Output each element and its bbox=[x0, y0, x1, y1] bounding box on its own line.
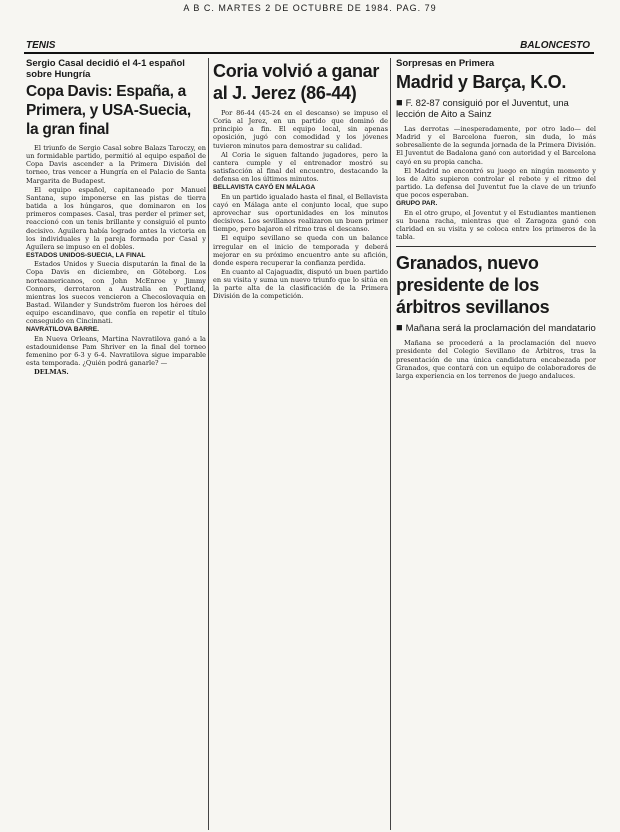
body-baloncesto bbox=[396, 125, 596, 241]
body-granados bbox=[396, 339, 596, 380]
headline-copa-davis: Copa Davis: España, a Primera, y USA-Suecia, la gran final bbox=[26, 83, 191, 138]
signature: DELMAS. bbox=[34, 368, 69, 377]
paragraph: En el otro grupo, el Joventut y el Estudiantes mantienen su buena racha, mientras que el Zaragoza ganó con claridad en su visita y se coloca entre los primeros de la tabla. bbox=[396, 208, 596, 242]
body-coria bbox=[213, 109, 388, 301]
dek-juventut bbox=[396, 98, 596, 120]
paragraph: El equipo español, capitaneado por Manuel Santana, supo imponerse en las pistas de tierra batida a los húngaros, que dominaron en los primeros compases. Casal, tras perder el primer set, reaccionó con un tenis brillante y consiguió el punto decisivo. Aguilera había logrado antes la victoria en los individuales y la pareja formada por Casal y Aguilera se impuso en el dobles. bbox=[26, 185, 206, 251]
article-coria bbox=[208, 58, 388, 830]
divider bbox=[396, 246, 596, 247]
top-rule bbox=[24, 52, 594, 54]
paragraph: En un partido igualado hasta el final, el Bellavista cayó en Málaga ante el conjunto local, que supo aprovechar sus oportunidades en los minutos decisivos. Los sevillanos realizaron un buen primer tiempo, pero bajaron el ritmo tras el descanso. bbox=[213, 192, 388, 234]
bullet-icon: ■ bbox=[396, 322, 403, 335]
headline-granados: Granados, nuevo presidente de los árbitros sevillanos bbox=[396, 253, 550, 318]
section-label-baloncesto: BALONCESTO bbox=[520, 40, 590, 51]
subhead-navratilova: NAVRATILOVA BARRE. bbox=[26, 326, 100, 334]
body-copa-davis bbox=[26, 144, 206, 376]
paragraph: Las derrotas —inesperadamente, por otro lado— del Madrid y el Barcelona fueron, sin duda, lo más sobresaliente de la segunda jornada de la Primera División. El Juventut de Badalona ganó con autoridad y el Barcelona cayó en su propia cancha. bbox=[396, 125, 596, 166]
masthead: A B C. MARTES 2 DE OCTUBRE DE 1984. PAG. 79 bbox=[183, 3, 437, 13]
subhead-grupo-par: GRUPO PAR. bbox=[396, 200, 438, 208]
dek-text: F. 82-87 consiguió por el Juventut, una lección de Aito a Sainz bbox=[396, 98, 569, 120]
paragraph: El triunfo de Sergio Casal sobre Balazs Taroczy, en un formidable partido, permitió al equipo español de Copa Davis ascender a la Primera División del torneo, tras vencer a Hungría en el Palacio de Santa Margarita de Budapest. bbox=[26, 144, 206, 185]
paragraph: En cuanto al Cajaguadix, disputó un buen partido en su visita y suma un nuevo triunfo que lo sitúa en la parte alta de la clasificación de la Primera División de la competición. bbox=[213, 267, 388, 301]
kicker-copa-davis: Sergio Casal decidió el 4-1 español sobre Hungría bbox=[26, 58, 185, 80]
section-label-tenis: TENIS bbox=[26, 40, 56, 51]
kicker-sorpresas: Sorpresas en Primera bbox=[396, 58, 495, 69]
paragraph: El equipo sevillano se queda con un balance irregular en el inicio de temporada y deberá mejorar en su próximo encuentro ante su afición, donde espera recuperar la confianza perdida. bbox=[213, 234, 388, 267]
dek-proclamacion bbox=[396, 323, 596, 334]
bullet-icon: ■ bbox=[396, 97, 403, 109]
paragraph: En Nueva Orleans, Martina Navratilova ganó a la estadounidense Pam Shriver en la final del torneo femenino por 6-3 y 6-4. Navratilova sigue imparable esta temporada. ¿Quién podrá ganarle? — bbox=[26, 334, 206, 368]
subhead-bellavista: BELLAVISTA CAYÓ EN MÁLAGA bbox=[213, 184, 316, 192]
paragraph: Estados Unidos y Suecia disputarán la final de la Copa Davis en diciembre, en Göteborg. Los norteamericanos, con John McEnroe y Jimmy Connors, derrotaron a Australia en Portland, mientras los suecos vencieron a Checoslovaquia en Bastad. Wilander y Sundström fueron los héroes del equipo escandinavo, que confía en repetir el título conseguido en Cincinnati. bbox=[26, 260, 206, 326]
subhead-estados-unidos-suecia: ESTADOS UNIDOS-SUECIA, LA FINAL bbox=[26, 252, 146, 260]
headline-coria: Coria volvió a ganar al J. Jerez (86-44) bbox=[213, 61, 380, 103]
paragraph: Al Coria le siguen faltando jugadores, pero la cantera cumple y el entrenador mostró su satisfacción al final del encuentro, destacando la defensa en los últimos minutos. bbox=[213, 150, 388, 184]
paragraph: Por 86-44 (45-24 en el descanso) se impuso el Coria al Jerez, en un partido que dominó de principio a fin. El equipo local, sin apenas oposición, jugó con comodidad y los jóvenes tuvieron minutos para demostrar su calidad. bbox=[213, 109, 388, 150]
headline-madrid-barca: Madrid y Barça, K.O. bbox=[396, 72, 567, 92]
article-copa-davis bbox=[26, 58, 206, 830]
paragraph: El Madrid no encontró su juego en ningún momento y los de Aito supieron controlar el rebote y el ritmo del partido. La defensa del Juventut fue la clave de un triunfo que pocos esperaban. bbox=[396, 166, 596, 200]
article-baloncesto bbox=[390, 58, 596, 830]
paragraph: Mañana se procederá a la proclamación del nuevo presidente del Colegio Sevillano de Árbitros, tras la presentación de una única candidatura encabezada por Granados, que contará con un equipo de colaboradores de larga experiencia en los terrenos de juego andaluces. bbox=[396, 339, 596, 380]
dek-text: Mañana será la proclamación del mandatario bbox=[405, 323, 596, 335]
